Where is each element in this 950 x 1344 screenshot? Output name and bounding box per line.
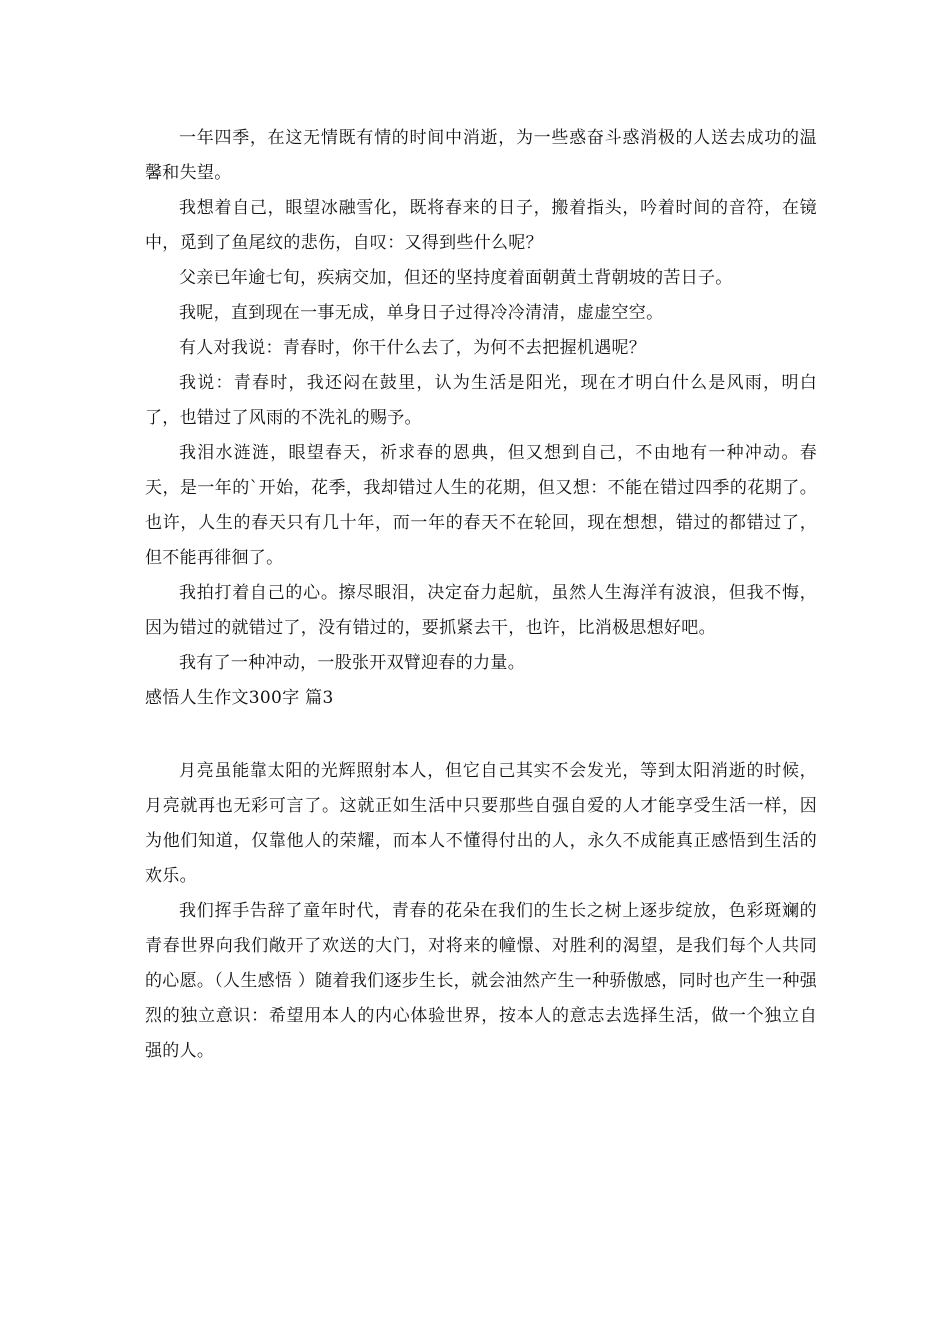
- document-page: [145, 121, 817, 1069]
- paragraph: 我拍打着自己的心。擦尽眼泪，决定奋力起航，虽然人生海洋有波浪，但我不悔，因为错过的就错过了，没有错过的，要抓紧去干，也许，比消极思想好吧。: [145, 583, 817, 638]
- paragraph: 一年四季，在这无情既有情的时间中消逝，为一些惑奋斗惑消极的人送去成功的温馨和失望。: [145, 128, 817, 183]
- spacer: [145, 716, 817, 754]
- paragraph: 我有了一种冲动，一股张开双臂迎春的力量。: [179, 653, 525, 673]
- paragraph: 我想着自己，眼望冰融雪化，既将春来的日子，搬着指头，吟着时间的音符，在镜中，觅到了鱼尾纹的悲伤，自叹：又得到些什么呢？: [145, 198, 817, 253]
- paragraph: 月亮虽能靠太阳的光辉照射本人，但它自己其实不会发光，等到太阳消逝的时候，月亮就再也无彩可言了。这就正如生活中只要那些自强自爱的人才能享受生活一样，因为他们知道，仅靠他人的荣耀，而本人不懂得付出的人，永久不成能真正感悟到生活的欢乐。: [145, 761, 817, 886]
- paragraph: 我们挥手告辞了童年时代，青春的花朵在我们的生长之树上逐步绽放，色彩斑斓的青春世界向我们敞开了欢送的大门，对将来的幢憬、对胜利的渴望，是我们每个人共同的心愿。（人生感悟 ）随着我们逐步生长，就会油然产生一种骄傲感，同时也产生一种强烈的独立意识：希望用本人的内心体验世界，按本人的意志去选择生活，做一个独立自强的人。: [145, 901, 817, 1061]
- paragraph: 父亲已年逾七旬，疾病交加，但还的坚持度着面朝黄土背朝坡的苦日子。: [179, 268, 733, 288]
- paragraph: 我泪水涟涟，眼望春天，祈求春的恩典，但又想到自己，不由地有一种冲动。春天，是一年的`开始，花季，我却错过人生的花期，但又想：不能在错过四季的花期了。也许，人生的春天只有几十年，而一年的春天不在轮回，现在想想，错过的都错过了，但不能再徘徊了。: [145, 443, 817, 568]
- paragraph: 我呢，直到现在一事无成，单身日子过得冷冷清清，虚虚空空。: [179, 303, 664, 323]
- paragraph: 我说：青春时，我还闷在鼓里，认为生活是阳光，现在才明白什么是风雨，明白了，也错过了风雨的不洗礼的赐予。: [145, 373, 817, 428]
- paragraph: 有人对我说：青春时，你干什么去了，为何不去把握机遇呢？: [179, 338, 647, 358]
- section-heading: 感悟人生作文300字 篇3: [145, 688, 334, 708]
